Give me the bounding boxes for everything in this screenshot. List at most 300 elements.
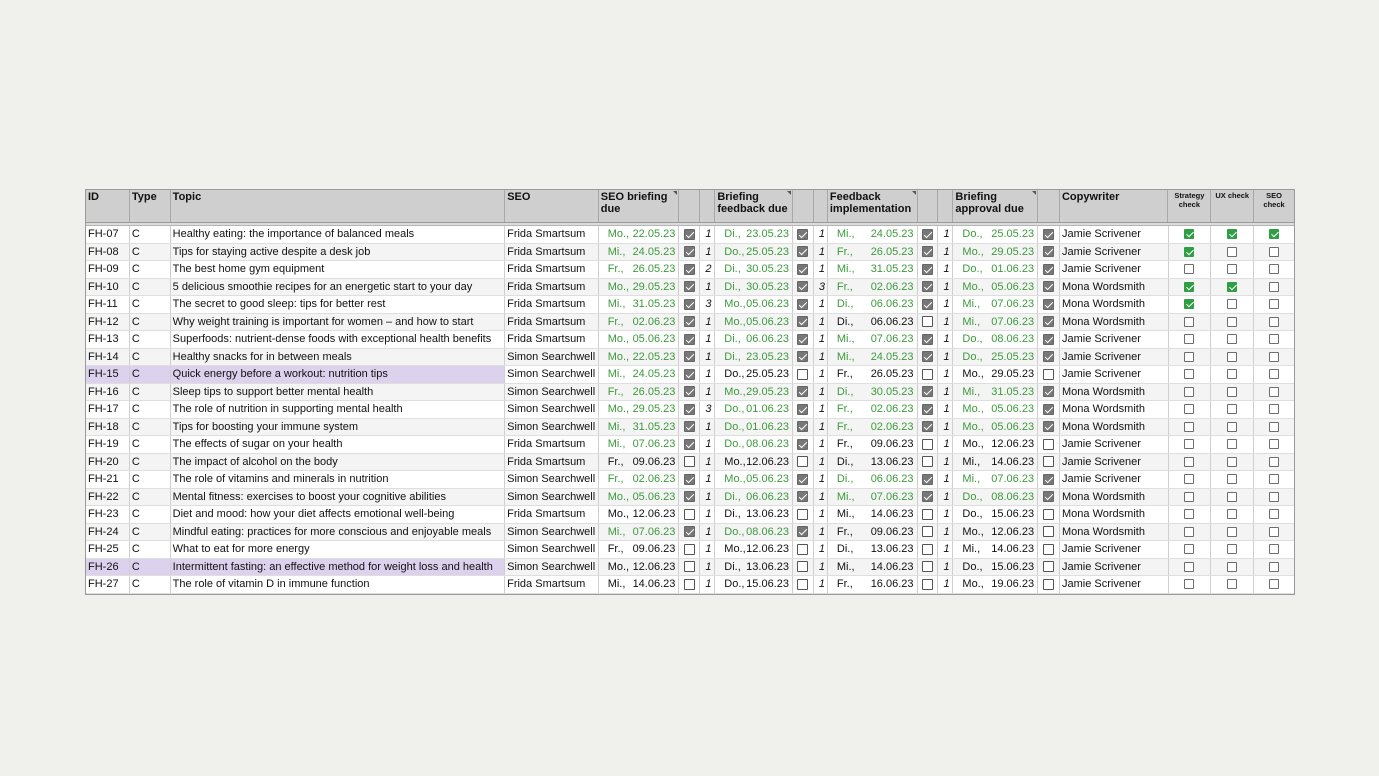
date-cell[interactable] xyxy=(828,576,918,593)
seo-briefing-done-cell[interactable] xyxy=(679,524,700,541)
seo-check-cell[interactable] xyxy=(1254,226,1294,243)
checkbox[interactable] xyxy=(922,439,933,450)
date-cell[interactable] xyxy=(828,366,918,383)
days-cell[interactable]: 1 xyxy=(700,576,715,593)
strategy-check-cell[interactable] xyxy=(1169,401,1212,418)
feedback-done-cell[interactable] xyxy=(793,436,814,453)
seo-briefing-done-cell[interactable] xyxy=(679,541,700,558)
date-cell[interactable] xyxy=(828,541,918,558)
copywriter-cell[interactable]: Mona Wordsmith xyxy=(1060,279,1169,296)
checkbox[interactable] xyxy=(922,474,933,485)
checkbox[interactable] xyxy=(1184,369,1194,379)
days-cell[interactable]: 1 xyxy=(938,331,953,348)
type-cell[interactable]: C xyxy=(130,436,171,453)
table-row[interactable] xyxy=(86,489,1294,507)
date-cell[interactable] xyxy=(599,506,680,523)
checkbox[interactable] xyxy=(1227,527,1237,537)
date-cell[interactable] xyxy=(715,244,793,261)
topic-cell[interactable]: Why weight training is important for women – and how to start xyxy=(171,314,505,331)
header-briefing-approval-due[interactable]: Briefing approval due xyxy=(953,190,1038,222)
seo-cell[interactable]: Simon Searchwell xyxy=(505,384,599,401)
days-cell[interactable]: 1 xyxy=(938,541,953,558)
type-cell[interactable]: C xyxy=(130,401,171,418)
seo-cell[interactable]: Simon Searchwell xyxy=(505,366,599,383)
seo-briefing-done-cell[interactable] xyxy=(679,576,700,593)
checkbox[interactable] xyxy=(684,281,695,292)
approval-done-cell[interactable] xyxy=(1038,471,1060,488)
checkbox[interactable] xyxy=(1043,386,1054,397)
checkbox[interactable] xyxy=(797,509,808,520)
seo-check-cell[interactable] xyxy=(1254,559,1294,576)
days-cell[interactable]: 1 xyxy=(938,226,953,243)
implementation-done-cell[interactable] xyxy=(918,506,939,523)
checkbox[interactable] xyxy=(684,456,695,467)
checkbox[interactable] xyxy=(1269,474,1279,484)
copywriter-cell[interactable]: Mona Wordsmith xyxy=(1060,419,1169,436)
checkbox[interactable] xyxy=(1269,544,1279,554)
checkbox[interactable] xyxy=(797,229,808,240)
seo-briefing-done-cell[interactable] xyxy=(679,471,700,488)
checkbox[interactable] xyxy=(1043,281,1054,292)
checkbox[interactable] xyxy=(1227,369,1237,379)
checkbox[interactable] xyxy=(1227,422,1237,432)
implementation-done-cell[interactable] xyxy=(918,261,939,278)
date-cell[interactable] xyxy=(599,559,680,576)
ux-check-cell[interactable] xyxy=(1211,419,1254,436)
copywriter-cell[interactable]: Mona Wordsmith xyxy=(1060,314,1169,331)
table-row[interactable] xyxy=(86,524,1294,542)
date-cell[interactable] xyxy=(953,471,1038,488)
feedback-done-cell[interactable] xyxy=(793,454,814,471)
days-cell[interactable]: 1 xyxy=(814,541,828,558)
copywriter-cell[interactable]: Jamie Scrivener xyxy=(1060,366,1169,383)
days-cell[interactable]: 1 xyxy=(700,524,715,541)
seo-check-cell[interactable] xyxy=(1254,524,1294,541)
days-cell[interactable]: 1 xyxy=(814,261,828,278)
copywriter-cell[interactable]: Jamie Scrivener xyxy=(1060,454,1169,471)
checkbox[interactable] xyxy=(1043,526,1054,537)
feedback-done-cell[interactable] xyxy=(793,506,814,523)
checkbox[interactable] xyxy=(1227,544,1237,554)
type-cell[interactable]: C xyxy=(130,296,171,313)
topic-cell[interactable]: The role of vitamins and minerals in nutrition xyxy=(171,471,505,488)
ux-check-cell[interactable] xyxy=(1211,401,1254,418)
date-cell[interactable] xyxy=(715,314,793,331)
checkbox[interactable] xyxy=(684,229,695,240)
checkbox[interactable] xyxy=(1269,579,1279,589)
days-cell[interactable]: 1 xyxy=(700,471,715,488)
approval-done-cell[interactable] xyxy=(1038,559,1060,576)
date-cell[interactable] xyxy=(828,296,918,313)
seo-briefing-done-cell[interactable] xyxy=(679,366,700,383)
id-cell[interactable]: FH-20 xyxy=(86,454,130,471)
checkbox[interactable] xyxy=(922,264,933,275)
checkbox[interactable] xyxy=(1184,492,1194,502)
seo-briefing-done-cell[interactable] xyxy=(679,331,700,348)
seo-check-cell[interactable] xyxy=(1254,419,1294,436)
checkbox[interactable] xyxy=(797,544,808,555)
implementation-done-cell[interactable] xyxy=(918,314,939,331)
topic-cell[interactable]: The best home gym equipment xyxy=(171,261,505,278)
seo-cell[interactable]: Frida Smartsum xyxy=(505,576,599,593)
date-cell[interactable] xyxy=(715,576,793,593)
days-cell[interactable]: 3 xyxy=(700,296,715,313)
table-row[interactable] xyxy=(86,436,1294,454)
type-cell[interactable]: C xyxy=(130,454,171,471)
checkbox[interactable] xyxy=(797,491,808,502)
days-cell[interactable]: 1 xyxy=(814,296,828,313)
checkbox[interactable] xyxy=(684,404,695,415)
table-row[interactable] xyxy=(86,366,1294,384)
days-cell[interactable]: 1 xyxy=(814,524,828,541)
checkbox[interactable] xyxy=(1043,456,1054,467)
approval-done-cell[interactable] xyxy=(1038,506,1060,523)
feedback-done-cell[interactable] xyxy=(793,471,814,488)
checkbox[interactable] xyxy=(1184,544,1194,554)
implementation-done-cell[interactable] xyxy=(918,541,939,558)
id-cell[interactable]: FH-22 xyxy=(86,489,130,506)
id-cell[interactable]: FH-21 xyxy=(86,471,130,488)
strategy-check-cell[interactable] xyxy=(1169,576,1212,593)
topic-cell[interactable]: The impact of alcohol on the body xyxy=(171,454,505,471)
checkbox[interactable] xyxy=(684,264,695,275)
copywriter-cell[interactable]: Jamie Scrivener xyxy=(1060,226,1169,243)
days-cell[interactable]: 1 xyxy=(938,296,953,313)
seo-briefing-done-cell[interactable] xyxy=(679,244,700,261)
seo-check-cell[interactable] xyxy=(1254,314,1294,331)
checkbox[interactable] xyxy=(922,299,933,310)
seo-check-cell[interactable] xyxy=(1254,541,1294,558)
checkbox[interactable] xyxy=(922,456,933,467)
checkbox[interactable] xyxy=(1269,229,1279,239)
seo-cell[interactable]: Simon Searchwell xyxy=(505,349,599,366)
topic-cell[interactable]: Mental fitness: exercises to boost your cognitive abilities xyxy=(171,489,505,506)
date-cell[interactable] xyxy=(953,524,1038,541)
date-cell[interactable] xyxy=(715,384,793,401)
days-cell[interactable]: 1 xyxy=(700,454,715,471)
checkbox[interactable] xyxy=(922,351,933,362)
seo-cell[interactable]: Simon Searchwell xyxy=(505,471,599,488)
topic-cell[interactable]: Healthy eating: the importance of balanced meals xyxy=(171,226,505,243)
approval-done-cell[interactable] xyxy=(1038,244,1060,261)
checkbox[interactable] xyxy=(1043,561,1054,572)
feedback-done-cell[interactable] xyxy=(793,331,814,348)
checkbox[interactable] xyxy=(684,561,695,572)
seo-briefing-done-cell[interactable] xyxy=(679,401,700,418)
days-cell[interactable]: 1 xyxy=(814,349,828,366)
checkbox[interactable] xyxy=(1269,509,1279,519)
seo-briefing-done-cell[interactable] xyxy=(679,489,700,506)
checkbox[interactable] xyxy=(797,334,808,345)
strategy-check-cell[interactable] xyxy=(1169,349,1212,366)
topic-cell[interactable]: What to eat for more energy xyxy=(171,541,505,558)
checkbox[interactable] xyxy=(1269,492,1279,502)
checkbox[interactable] xyxy=(1269,352,1279,362)
approval-done-cell[interactable] xyxy=(1038,401,1060,418)
approval-done-cell[interactable] xyxy=(1038,436,1060,453)
table-row[interactable] xyxy=(86,576,1294,594)
id-cell[interactable]: FH-18 xyxy=(86,419,130,436)
id-cell[interactable]: FH-24 xyxy=(86,524,130,541)
table-row[interactable] xyxy=(86,384,1294,402)
seo-cell[interactable]: Frida Smartsum xyxy=(505,244,599,261)
date-cell[interactable] xyxy=(599,401,680,418)
implementation-done-cell[interactable] xyxy=(918,524,939,541)
table-row[interactable] xyxy=(86,541,1294,559)
days-cell[interactable]: 1 xyxy=(938,419,953,436)
approval-done-cell[interactable] xyxy=(1038,576,1060,593)
days-cell[interactable]: 1 xyxy=(938,244,953,261)
topic-cell[interactable]: Tips for boosting your immune system xyxy=(171,419,505,436)
checkbox[interactable] xyxy=(922,281,933,292)
date-cell[interactable] xyxy=(599,314,680,331)
topic-cell[interactable]: Superfoods: nutrient-dense foods with exceptional health benefits xyxy=(171,331,505,348)
date-cell[interactable] xyxy=(828,279,918,296)
checkbox[interactable] xyxy=(1184,509,1194,519)
header-seo[interactable]: SEO xyxy=(505,190,599,222)
checkbox[interactable] xyxy=(797,281,808,292)
days-cell[interactable]: 1 xyxy=(814,559,828,576)
checkbox[interactable] xyxy=(1269,264,1279,274)
days-cell[interactable]: 1 xyxy=(814,454,828,471)
type-cell[interactable]: C xyxy=(130,524,171,541)
checkbox[interactable] xyxy=(1184,334,1194,344)
strategy-check-cell[interactable] xyxy=(1169,279,1212,296)
date-cell[interactable] xyxy=(953,401,1038,418)
seo-check-cell[interactable] xyxy=(1254,436,1294,453)
strategy-check-cell[interactable] xyxy=(1169,559,1212,576)
feedback-done-cell[interactable] xyxy=(793,226,814,243)
date-cell[interactable] xyxy=(828,314,918,331)
checkbox[interactable] xyxy=(797,386,808,397)
table-row[interactable] xyxy=(86,349,1294,367)
checkbox[interactable] xyxy=(1227,334,1237,344)
days-cell[interactable]: 1 xyxy=(700,314,715,331)
feedback-done-cell[interactable] xyxy=(793,279,814,296)
type-cell[interactable]: C xyxy=(130,559,171,576)
checkbox[interactable] xyxy=(1043,264,1054,275)
topic-cell[interactable]: The secret to good sleep: tips for better rest xyxy=(171,296,505,313)
implementation-done-cell[interactable] xyxy=(918,244,939,261)
checkbox[interactable] xyxy=(1184,474,1194,484)
seo-check-cell[interactable] xyxy=(1254,401,1294,418)
days-cell[interactable]: 1 xyxy=(938,349,953,366)
ux-check-cell[interactable] xyxy=(1211,559,1254,576)
strategy-check-cell[interactable] xyxy=(1169,261,1212,278)
checkbox[interactable] xyxy=(1227,387,1237,397)
days-cell[interactable]: 1 xyxy=(814,506,828,523)
date-cell[interactable] xyxy=(715,559,793,576)
ux-check-cell[interactable] xyxy=(1211,576,1254,593)
checkbox[interactable] xyxy=(1043,439,1054,450)
days-cell[interactable]: 1 xyxy=(938,401,953,418)
seo-cell[interactable]: Frida Smartsum xyxy=(505,506,599,523)
type-cell[interactable]: C xyxy=(130,331,171,348)
implementation-done-cell[interactable] xyxy=(918,454,939,471)
date-cell[interactable] xyxy=(953,419,1038,436)
strategy-check-cell[interactable] xyxy=(1169,296,1212,313)
type-cell[interactable]: C xyxy=(130,489,171,506)
date-cell[interactable] xyxy=(599,296,680,313)
feedback-done-cell[interactable] xyxy=(793,524,814,541)
days-cell[interactable]: 1 xyxy=(700,366,715,383)
checkbox[interactable] xyxy=(1227,579,1237,589)
id-cell[interactable]: FH-16 xyxy=(86,384,130,401)
seo-check-cell[interactable] xyxy=(1254,331,1294,348)
table-row[interactable] xyxy=(86,226,1294,244)
type-cell[interactable]: C xyxy=(130,279,171,296)
days-cell[interactable]: 1 xyxy=(814,244,828,261)
days-cell[interactable]: 1 xyxy=(700,384,715,401)
date-cell[interactable] xyxy=(828,524,918,541)
feedback-done-cell[interactable] xyxy=(793,419,814,436)
checkbox[interactable] xyxy=(1227,492,1237,502)
feedback-done-cell[interactable] xyxy=(793,559,814,576)
seo-check-cell[interactable] xyxy=(1254,244,1294,261)
checkbox[interactable] xyxy=(684,386,695,397)
date-cell[interactable] xyxy=(828,559,918,576)
copywriter-cell[interactable]: Mona Wordsmith xyxy=(1060,384,1169,401)
days-cell[interactable]: 1 xyxy=(938,506,953,523)
checkbox[interactable] xyxy=(1184,579,1194,589)
topic-cell[interactable]: Tips for staying active despite a desk job xyxy=(171,244,505,261)
checkbox[interactable] xyxy=(1269,247,1279,257)
topic-cell[interactable]: Mindful eating: practices for more conscious and enjoyable meals xyxy=(171,524,505,541)
days-cell[interactable]: 1 xyxy=(938,576,953,593)
date-cell[interactable] xyxy=(828,331,918,348)
checkbox[interactable] xyxy=(684,351,695,362)
checkbox[interactable] xyxy=(1043,369,1054,380)
checkbox[interactable] xyxy=(797,561,808,572)
checkbox[interactable] xyxy=(797,474,808,485)
seo-briefing-done-cell[interactable] xyxy=(679,454,700,471)
ux-check-cell[interactable] xyxy=(1211,296,1254,313)
date-cell[interactable] xyxy=(953,349,1038,366)
date-cell[interactable] xyxy=(715,226,793,243)
copywriter-cell[interactable]: Mona Wordsmith xyxy=(1060,524,1169,541)
ux-check-cell[interactable] xyxy=(1211,471,1254,488)
days-cell[interactable]: 1 xyxy=(814,576,828,593)
seo-cell[interactable]: Simon Searchwell xyxy=(505,489,599,506)
copywriter-cell[interactable]: Jamie Scrivener xyxy=(1060,559,1169,576)
strategy-check-cell[interactable] xyxy=(1169,226,1212,243)
approval-done-cell[interactable] xyxy=(1038,384,1060,401)
id-cell[interactable]: FH-14 xyxy=(86,349,130,366)
days-cell[interactable]: 3 xyxy=(814,279,828,296)
date-cell[interactable] xyxy=(715,454,793,471)
table-row[interactable] xyxy=(86,296,1294,314)
date-cell[interactable] xyxy=(715,471,793,488)
topic-cell[interactable]: The effects of sugar on your health xyxy=(171,436,505,453)
copywriter-cell[interactable]: Mona Wordsmith xyxy=(1060,296,1169,313)
days-cell[interactable]: 1 xyxy=(814,331,828,348)
checkbox[interactable] xyxy=(1227,404,1237,414)
table-row[interactable] xyxy=(86,559,1294,577)
seo-check-cell[interactable] xyxy=(1254,384,1294,401)
checkbox[interactable] xyxy=(1043,316,1054,327)
approval-done-cell[interactable] xyxy=(1038,454,1060,471)
checkbox[interactable] xyxy=(922,316,933,327)
type-cell[interactable]: C xyxy=(130,541,171,558)
checkbox[interactable] xyxy=(1184,264,1194,274)
days-cell[interactable]: 1 xyxy=(814,436,828,453)
checkbox[interactable] xyxy=(684,474,695,485)
table-row[interactable] xyxy=(86,419,1294,437)
date-cell[interactable] xyxy=(953,384,1038,401)
topic-cell[interactable]: The role of nutrition in supporting mental health xyxy=(171,401,505,418)
checkbox[interactable] xyxy=(1269,527,1279,537)
days-cell[interactable]: 1 xyxy=(700,226,715,243)
date-cell[interactable] xyxy=(715,401,793,418)
type-cell[interactable]: C xyxy=(130,261,171,278)
copywriter-cell[interactable]: Mona Wordsmith xyxy=(1060,401,1169,418)
type-cell[interactable]: C xyxy=(130,419,171,436)
date-cell[interactable] xyxy=(599,576,680,593)
date-cell[interactable] xyxy=(953,454,1038,471)
seo-check-cell[interactable] xyxy=(1254,471,1294,488)
strategy-check-cell[interactable] xyxy=(1169,436,1212,453)
date-cell[interactable] xyxy=(953,366,1038,383)
topic-cell[interactable]: The role of vitamin D in immune function xyxy=(171,576,505,593)
seo-briefing-done-cell[interactable] xyxy=(679,296,700,313)
checkbox[interactable] xyxy=(797,316,808,327)
date-cell[interactable] xyxy=(715,419,793,436)
date-cell[interactable] xyxy=(953,576,1038,593)
checkbox[interactable] xyxy=(922,421,933,432)
seo-cell[interactable]: Simon Searchwell xyxy=(505,541,599,558)
type-cell[interactable]: C xyxy=(130,384,171,401)
checkbox[interactable] xyxy=(1043,404,1054,415)
checkbox[interactable] xyxy=(1227,439,1237,449)
table-row[interactable] xyxy=(86,261,1294,279)
checkbox[interactable] xyxy=(1184,229,1194,239)
checkbox[interactable] xyxy=(1269,404,1279,414)
checkbox[interactable] xyxy=(684,544,695,555)
feedback-done-cell[interactable] xyxy=(793,576,814,593)
type-cell[interactable]: C xyxy=(130,314,171,331)
days-cell[interactable]: 1 xyxy=(814,401,828,418)
approval-done-cell[interactable] xyxy=(1038,489,1060,506)
ux-check-cell[interactable] xyxy=(1211,524,1254,541)
checkbox[interactable] xyxy=(684,246,695,257)
checkbox[interactable] xyxy=(1269,317,1279,327)
date-cell[interactable] xyxy=(715,261,793,278)
date-cell[interactable] xyxy=(828,244,918,261)
seo-briefing-done-cell[interactable] xyxy=(679,419,700,436)
checkbox[interactable] xyxy=(1269,422,1279,432)
header-strategy-check[interactable]: Strategy check xyxy=(1168,190,1211,222)
approval-done-cell[interactable] xyxy=(1038,296,1060,313)
checkbox[interactable] xyxy=(922,509,933,520)
checkbox[interactable] xyxy=(922,526,933,537)
seo-cell[interactable]: Frida Smartsum xyxy=(505,331,599,348)
type-cell[interactable]: C xyxy=(130,226,171,243)
checkbox[interactable] xyxy=(797,246,808,257)
date-cell[interactable] xyxy=(599,471,680,488)
ux-check-cell[interactable] xyxy=(1211,331,1254,348)
days-cell[interactable]: 1 xyxy=(700,349,715,366)
seo-check-cell[interactable] xyxy=(1254,489,1294,506)
checkbox[interactable] xyxy=(684,439,695,450)
checkbox[interactable] xyxy=(797,579,808,590)
feedback-done-cell[interactable] xyxy=(793,541,814,558)
days-cell[interactable]: 3 xyxy=(700,401,715,418)
days-cell[interactable]: 1 xyxy=(700,541,715,558)
checkbox[interactable] xyxy=(1184,404,1194,414)
date-cell[interactable] xyxy=(599,524,680,541)
date-cell[interactable] xyxy=(599,331,680,348)
seo-cell[interactable]: Frida Smartsum xyxy=(505,226,599,243)
